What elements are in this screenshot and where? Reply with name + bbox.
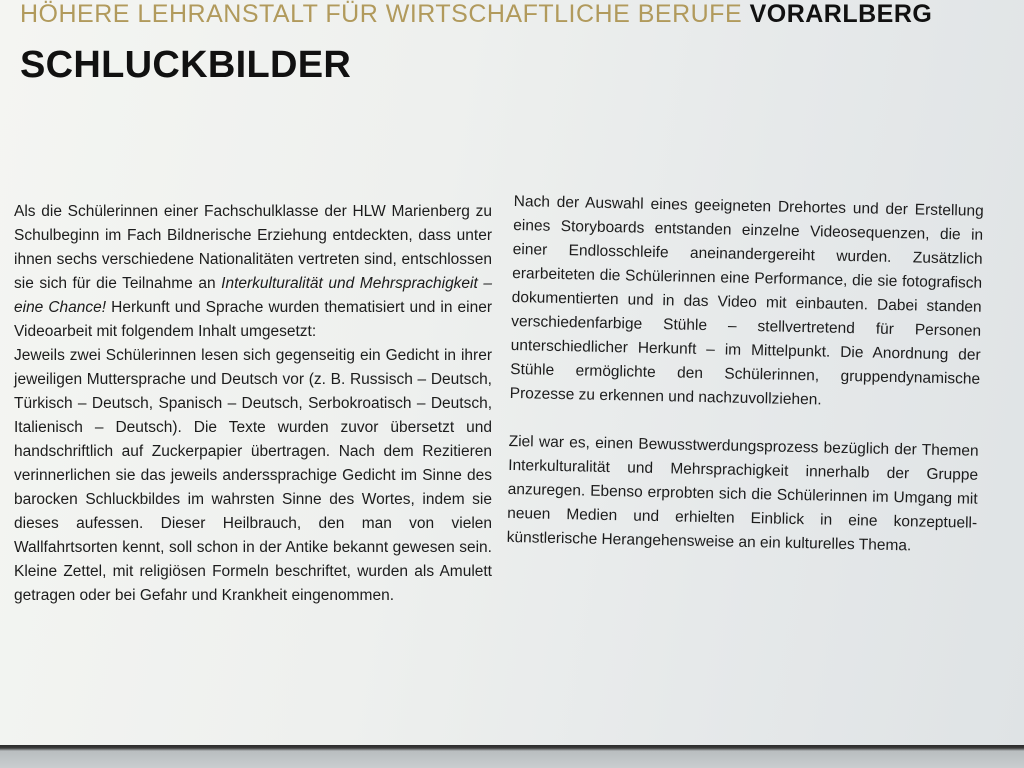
body-paragraph: Jeweils zwei Schülerinnen lesen sich gegenseitig ein Gedicht in ihrer jeweiligen Muttersprache und Deutsch vor (z. B. Russisch – Deutsch, Türkisch – Deutsch, Spanisch – Deutsch, Serbokroatisch – Deutsch, Italienisch – Deutsch). Die Texte wurden zuvor übersetzt und handschriftlich auf Zuckerpapier übertragen. Nach dem Rezitieren verinnerlichen sie das jeweils anderssprachige Gedicht im Sinne des barocken Schluckbildes im wahrsten Sinne des Wortes, indem sie dieses aufessen. Dieser Heilbrauch, den man von vielen Wallfahrtsorten kennt, soll schon in der Antike bekannt gewesen sein. Kleine Zettel, mit religiösen Formeln beschriftet, wurden als Amulett getragen oder bei Gefahr und Krankheit eingenommen. xyxy=(14,347,492,604)
article-title: SCHLUCKBILDER xyxy=(20,44,352,86)
intro-text-end: Herkunft und Sprache wurden thematisiert und in einer Videoarbeit mit folgendem Inhalt umgesetzt: xyxy=(14,299,493,340)
goal-paragraph: Ziel war es, einen Bewusstwerdungsprozess bezüglich der Themen Interkulturalität und Mehrsprachigkeit innerhalb der Gruppe anzuregen. Ebenso erprobten sich die Schülerinnen im Umgang mit neuen Medien und erhielten Einblick in eine konzeptuell-künstlerische Herangehensweise an ein kulturelles Thema. xyxy=(506,432,979,555)
header-region: VORARLBERG xyxy=(749,0,933,28)
left-column xyxy=(14,200,492,608)
page-bottom-edge xyxy=(0,745,1024,768)
running-header xyxy=(20,0,932,29)
intro-text-start: Als die Schülerinnen einer Fachschulklasse der HLW Marienberg zu Schulbeginn im Fach Bildnerische Erziehung entdeckten, dass unter ihnen sechs verschiedene Nationalitäten vertreten sind, entschlossen sie sich für die Teilnahme an xyxy=(14,203,492,292)
project-name: Interkulturalität und Mehrsprachigkeit – eine Chance! xyxy=(14,275,492,316)
process-paragraph: Nach der Auswahl eines geeigneten Drehortes und der Erstellung eines Storyboards entstanden einzelne Videosequenzen, die in einer Endlosschleife aneinandergereiht wurden. Zusätzlich erarbeiteten die Schülerinnen eine Performance, die sie fotografisch dokumentierten und in das Video mit einbauten. Dabei standen verschiedenfarbige Stühle – stellvertretend für Personen unterschiedlicher Herkunft – im Mittelpunkt. Die Anordnung der Stühle ermöglichte den Schülerinnen, gruppendynamische Prozesse zu erkennen und nachzuvollziehen. xyxy=(509,192,984,409)
intro-paragraph xyxy=(14,200,492,344)
right-column xyxy=(506,190,983,560)
header-school-name: HÖHERE LEHRANSTALT FÜR WIRTSCHAFTLICHE BERUFE xyxy=(20,0,743,28)
